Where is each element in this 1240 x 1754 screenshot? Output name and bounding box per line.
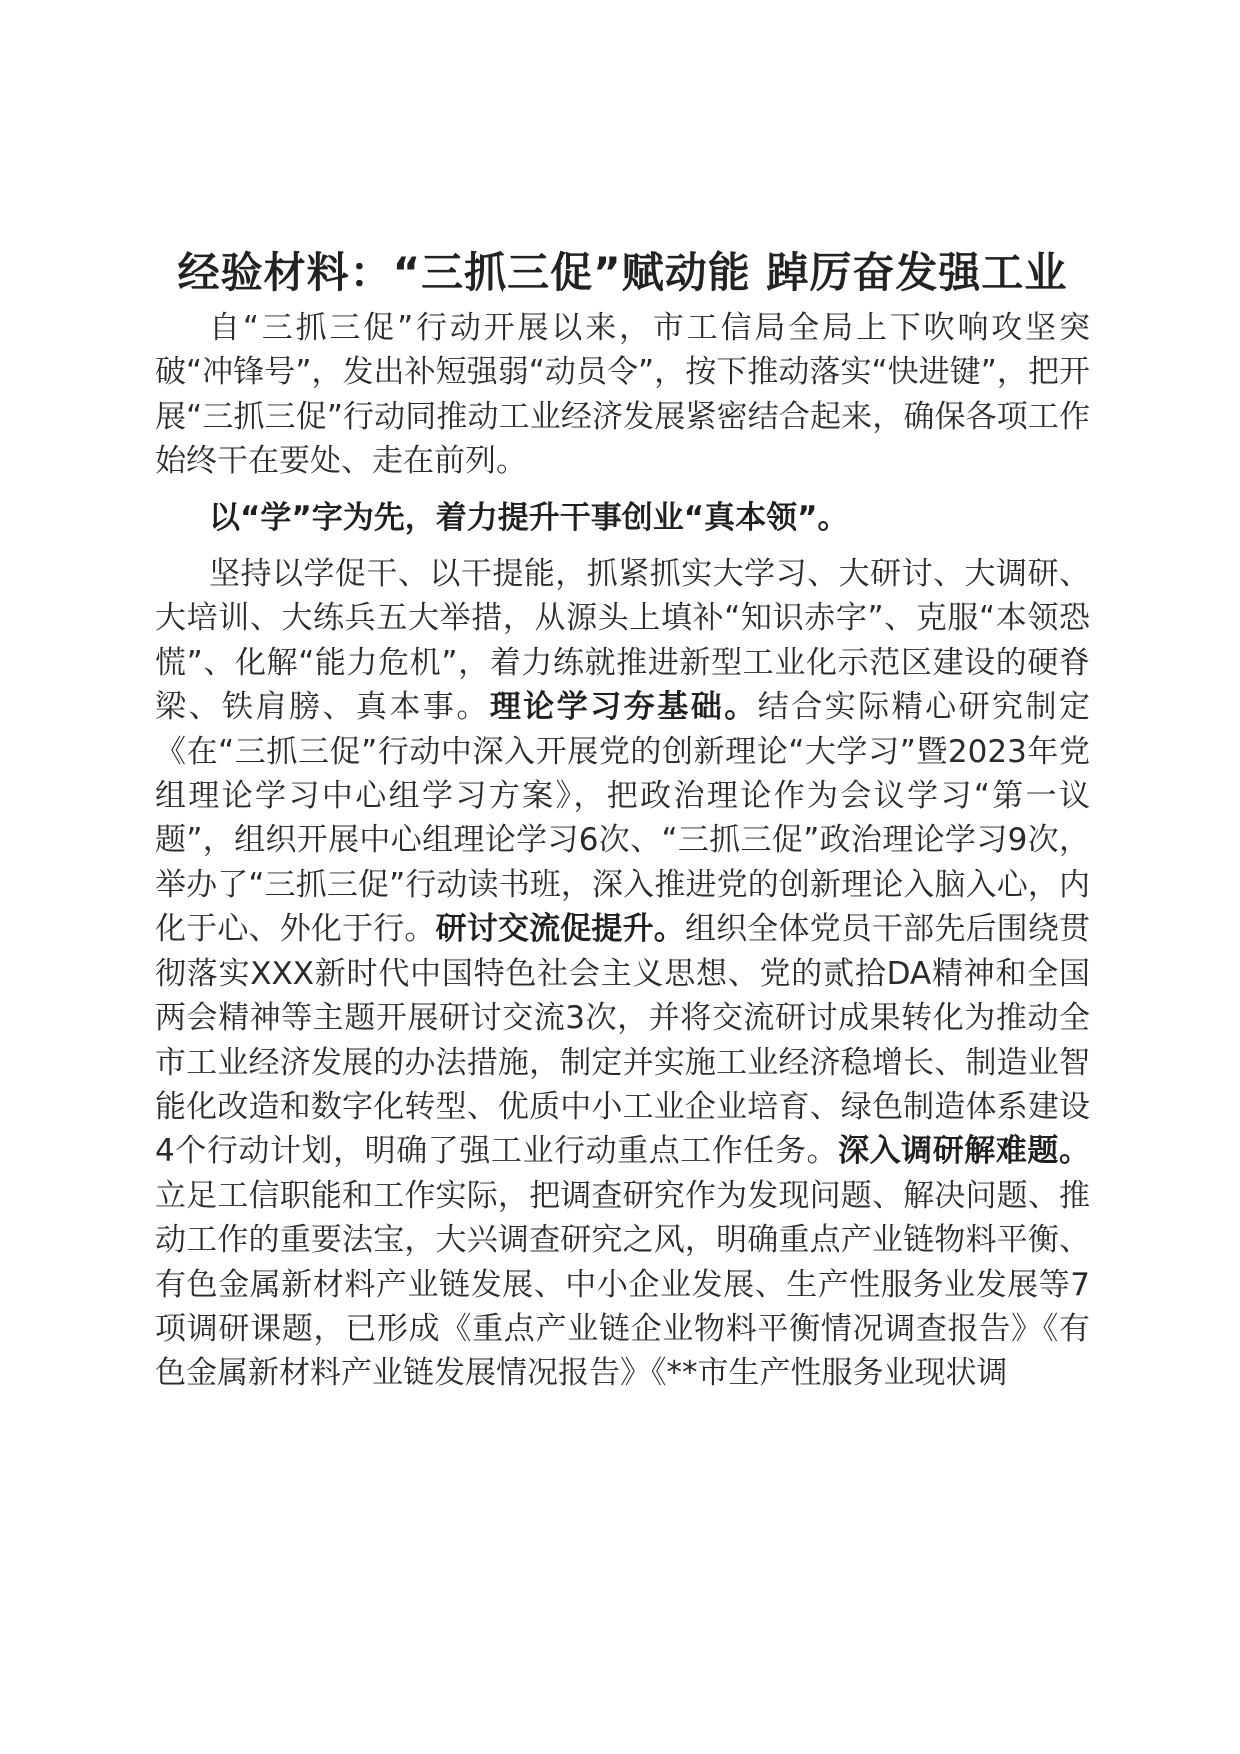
body-text: 组织全体党员干部先后围绕贯彻落实XXX新时代中国特色社会主义思想、党的贰拾DA精神和全国两会精神等主题开展研讨交流3次，并将交流研讨成果转化为推动全市工业经济发展的办法措施，制定并实施工业经济稳增长、制造业智能化改造和数字化转型、优质中小工业企业培育、绿色制造体系建设4个行动计划，明确了强工业行动重点工作任务。: [155, 911, 1091, 1170]
section-body-paragraph: [155, 552, 1090, 1396]
body-text: 立足工信职能和工作实际，把调查研究作为发现问题、解决问题、推动工作的重要法宝，大兴调查研究之风，明确重点产业链物料平衡、有色金属新材料产业链发展、中小企业发展、生产性服务业发展等7项调研课题，已形成《重点产业链企业物料平衡情况调查报告》《有色金属新材料产业链发展情况报告》《**市生产性服务业现状调: [155, 1177, 1090, 1392]
document-title: 经验材料：“三抓三促”赋动能 踔厉奋发强工业: [177, 248, 1068, 297]
document-page: [155, 230, 1090, 1396]
inline-heading-discussion: 研讨交流促提升。: [435, 911, 685, 948]
body-text: 结合实际精心研究制定《在“三抓三促”行动中深入开展党的创新理论“大学习”暨2023年党组理论学习中心组学习方案》，把政治理论作为会议学习“第一议题”，组织开展中心组理论学习6次、“三抓三促”政治理论学习9次，举办了“三抓三促”行动读书班，深入推进党的创新理论入脑入心，内化于心、外化于行。: [155, 689, 1091, 948]
inline-heading-theory-study: 理论学习夯基础。: [489, 689, 758, 726]
section-heading: 以“学”字为先，着力提升干事创业“真本领”。: [209, 499, 849, 536]
inline-heading-research: 深入调研解难题。: [838, 1133, 1090, 1170]
body-text: 坚持以学促干、以干提能，抓紧抓实大学习、大研讨、大调研、大培训、大练兵五大举措，从源头上填补“知识赤字”、克服“本领恐慌”、化解“能力危机”，着力练就推进新型工业化示范区建设的硬脊梁、铁肩膀、真本事。: [155, 556, 1090, 726]
intro-paragraph: 自“三抓三促”行动开展以来，市工信局全局上下吹响攻坚突破“冲锋号”，发出补短强弱“动员令”，按下推动落实“快进键”，把开展“三抓三促”行动同推动工业经济发展紧密结合起来，确保各项工作始终干在要处、走在前列。: [155, 310, 1090, 480]
